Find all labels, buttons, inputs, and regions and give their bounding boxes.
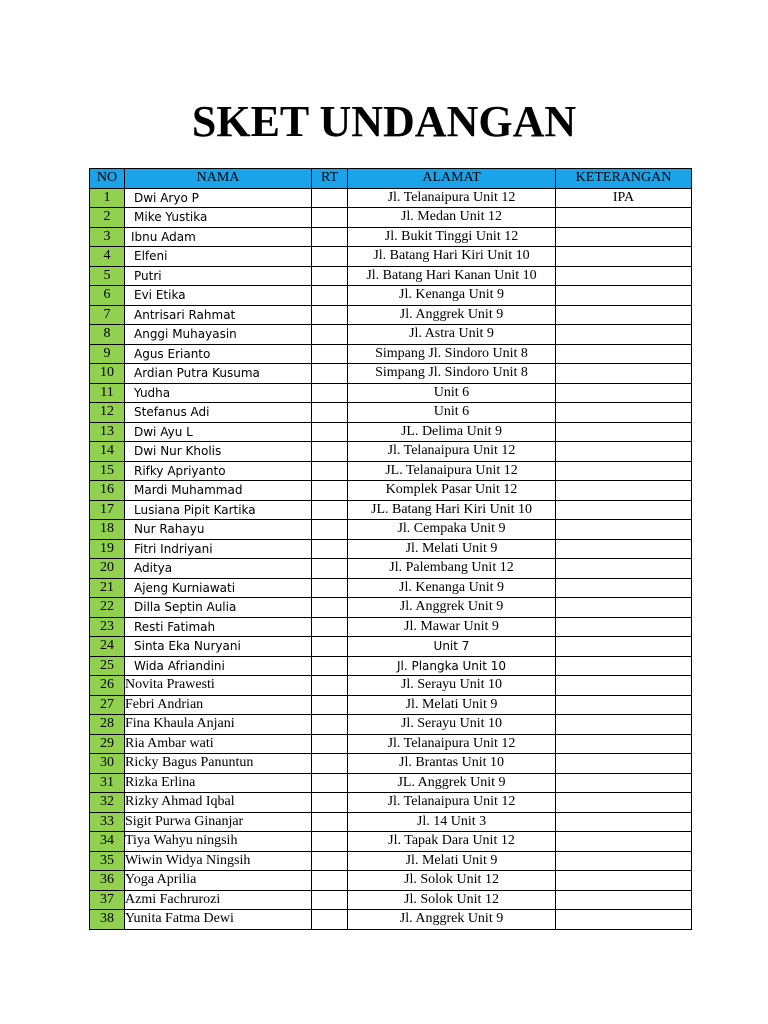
cell-nama: Sigit Purwa Ginanjar — [125, 812, 312, 832]
cell-nama: Febri Andrian — [125, 695, 312, 715]
header-nama: NAMA — [125, 169, 312, 189]
cell-alamat: JL. Telanaipura Unit 12 — [348, 461, 556, 481]
cell-no: 24 — [90, 637, 125, 657]
cell-keterangan — [556, 676, 692, 696]
cell-keterangan — [556, 520, 692, 540]
cell-nama: Dwi Nur Kholis — [125, 442, 312, 462]
cell-rt — [312, 364, 348, 384]
table-row — [90, 364, 692, 384]
table-row — [90, 793, 692, 813]
cell-no: 20 — [90, 559, 125, 579]
cell-alamat: Jl. Cempaka Unit 9 — [348, 520, 556, 540]
cell-keterangan — [556, 578, 692, 598]
cell-rt — [312, 461, 348, 481]
cell-no: 36 — [90, 871, 125, 891]
cell-keterangan — [556, 851, 692, 871]
cell-nama: Rizka Erlina — [125, 773, 312, 793]
cell-keterangan — [556, 208, 692, 228]
cell-nama: Fitri Indriyani — [125, 539, 312, 559]
cell-alamat: Jl. Anggrek Unit 9 — [348, 910, 556, 930]
table-row — [90, 325, 692, 345]
cell-keterangan — [556, 305, 692, 325]
cell-alamat: Jl. Palembang Unit 12 — [348, 559, 556, 579]
cell-nama: Mardi Muhammad — [125, 481, 312, 501]
table-row — [90, 266, 692, 286]
cell-rt — [312, 637, 348, 657]
cell-rt — [312, 598, 348, 618]
cell-rt — [312, 656, 348, 676]
cell-no: 13 — [90, 422, 125, 442]
header-row — [90, 169, 692, 189]
cell-nama: Rifky Apriyanto — [125, 461, 312, 481]
cell-keterangan — [556, 461, 692, 481]
cell-rt — [312, 305, 348, 325]
cell-rt — [312, 539, 348, 559]
cell-no: 2 — [90, 208, 125, 228]
cell-no: 23 — [90, 617, 125, 637]
cell-alamat: Jl. Batang Hari Kiri Unit 10 — [348, 247, 556, 267]
cell-rt — [312, 227, 348, 247]
table-row — [90, 188, 692, 208]
table-row — [90, 773, 692, 793]
cell-nama: Resti Fatimah — [125, 617, 312, 637]
cell-no: 11 — [90, 383, 125, 403]
cell-alamat: Jl. Kenanga Unit 9 — [348, 286, 556, 306]
cell-no: 22 — [90, 598, 125, 618]
cell-no: 8 — [90, 325, 125, 345]
cell-alamat: Jl. Melati Unit 9 — [348, 539, 556, 559]
cell-rt — [312, 344, 348, 364]
cell-alamat: Jl. Astra Unit 9 — [348, 325, 556, 345]
cell-keterangan — [556, 364, 692, 384]
cell-alamat: Jl. Solok Unit 12 — [348, 890, 556, 910]
cell-alamat: Jl. Mawar Unit 9 — [348, 617, 556, 637]
cell-no: 27 — [90, 695, 125, 715]
cell-alamat: Jl. Anggrek Unit 9 — [348, 305, 556, 325]
cell-alamat: Jl. Telanaipura Unit 12 — [348, 734, 556, 754]
cell-keterangan — [556, 617, 692, 637]
cell-no: 9 — [90, 344, 125, 364]
cell-nama: Aditya — [125, 559, 312, 579]
cell-rt — [312, 617, 348, 637]
cell-alamat: Jl. Melati Unit 9 — [348, 851, 556, 871]
cell-no: 5 — [90, 266, 125, 286]
cell-no: 12 — [90, 403, 125, 423]
cell-no: 1 — [90, 188, 125, 208]
cell-no: 19 — [90, 539, 125, 559]
cell-keterangan — [556, 500, 692, 520]
cell-alamat: Jl. Telanaipura Unit 12 — [348, 188, 556, 208]
table-row — [90, 286, 692, 306]
cell-rt — [312, 559, 348, 579]
cell-nama: Anggi Muhayasin — [125, 325, 312, 345]
header-rt: RT — [312, 169, 348, 189]
cell-alamat: Jl. 14 Unit 3 — [348, 812, 556, 832]
cell-nama: Wida Afriandini — [125, 656, 312, 676]
cell-rt — [312, 812, 348, 832]
cell-alamat: Jl. Tapak Dara Unit 12 — [348, 832, 556, 852]
cell-alamat: Jl. Telanaipura Unit 12 — [348, 442, 556, 462]
cell-nama: Lusiana Pipit Kartika — [125, 500, 312, 520]
cell-alamat: Jl. Solok Unit 12 — [348, 871, 556, 891]
cell-keterangan — [556, 227, 692, 247]
table-row — [90, 734, 692, 754]
cell-no: 30 — [90, 754, 125, 774]
cell-rt — [312, 286, 348, 306]
cell-keterangan — [556, 344, 692, 364]
cell-rt — [312, 266, 348, 286]
cell-nama: Fina Khaula Anjani — [125, 715, 312, 735]
header-no: NO — [90, 169, 125, 189]
table-body — [90, 188, 692, 929]
table-row — [90, 851, 692, 871]
cell-nama: Wiwin Widya Ningsih — [125, 851, 312, 871]
cell-rt — [312, 890, 348, 910]
cell-keterangan — [556, 637, 692, 657]
cell-rt — [312, 481, 348, 501]
cell-keterangan — [556, 247, 692, 267]
cell-rt — [312, 247, 348, 267]
cell-keterangan — [556, 734, 692, 754]
cell-keterangan — [556, 383, 692, 403]
cell-no: 14 — [90, 442, 125, 462]
table-row — [90, 578, 692, 598]
cell-alamat: Komplek Pasar Unit 12 — [348, 481, 556, 501]
cell-alamat: Jl. Batang Hari Kanan Unit 10 — [348, 266, 556, 286]
cell-no: 29 — [90, 734, 125, 754]
cell-no: 10 — [90, 364, 125, 384]
table-row — [90, 481, 692, 501]
cell-nama: Ardian Putra Kusuma — [125, 364, 312, 384]
cell-no: 26 — [90, 676, 125, 696]
cell-nama: Evi Etika — [125, 286, 312, 306]
cell-keterangan — [556, 793, 692, 813]
cell-rt — [312, 500, 348, 520]
cell-no: 37 — [90, 890, 125, 910]
cell-nama: Yoga Aprilia — [125, 871, 312, 891]
cell-alamat: Simpang Jl. Sindoro Unit 8 — [348, 364, 556, 384]
cell-alamat: JL. Batang Hari Kiri Unit 10 — [348, 500, 556, 520]
cell-alamat: JL. Delima Unit 9 — [348, 422, 556, 442]
cell-no: 25 — [90, 656, 125, 676]
cell-nama: Nur Rahayu — [125, 520, 312, 540]
cell-alamat: Unit 6 — [348, 383, 556, 403]
table-row — [90, 754, 692, 774]
cell-alamat: Unit 6 — [348, 403, 556, 423]
table-row — [90, 871, 692, 891]
cell-nama: Antrisari Rahmat — [125, 305, 312, 325]
cell-rt — [312, 208, 348, 228]
cell-alamat: Jl. Anggrek Unit 9 — [348, 598, 556, 618]
table-row — [90, 422, 692, 442]
cell-keterangan — [556, 890, 692, 910]
table-row — [90, 403, 692, 423]
cell-keterangan — [556, 559, 692, 579]
cell-nama: Stefanus Adi — [125, 403, 312, 423]
cell-keterangan: IPA — [556, 188, 692, 208]
cell-keterangan — [556, 403, 692, 423]
cell-alamat: Jl. Plangka Unit 10 — [348, 656, 556, 676]
cell-alamat: Jl. Serayu Unit 10 — [348, 676, 556, 696]
cell-nama: Agus Erianto — [125, 344, 312, 364]
cell-nama: Putri — [125, 266, 312, 286]
table-row — [90, 910, 692, 930]
table-row — [90, 559, 692, 579]
cell-rt — [312, 910, 348, 930]
cell-keterangan — [556, 832, 692, 852]
cell-no: 33 — [90, 812, 125, 832]
cell-rt — [312, 578, 348, 598]
cell-rt — [312, 383, 348, 403]
cell-rt — [312, 676, 348, 696]
cell-no: 38 — [90, 910, 125, 930]
table-row — [90, 812, 692, 832]
cell-keterangan — [556, 754, 692, 774]
table-row — [90, 520, 692, 540]
cell-nama: Tiya Wahyu ningsih — [125, 832, 312, 852]
cell-rt — [312, 734, 348, 754]
cell-nama: Yunita Fatma Dewi — [125, 910, 312, 930]
cell-nama: Azmi Fachrurozi — [125, 890, 312, 910]
cell-keterangan — [556, 266, 692, 286]
table-row — [90, 715, 692, 735]
cell-no: 31 — [90, 773, 125, 793]
header-keterangan: KETERANGAN — [556, 169, 692, 189]
cell-keterangan — [556, 910, 692, 930]
table-header — [90, 169, 692, 189]
cell-nama: Ajeng Kurniawati — [125, 578, 312, 598]
cell-nama: Dwi Ayu L — [125, 422, 312, 442]
cell-keterangan — [556, 695, 692, 715]
cell-no: 15 — [90, 461, 125, 481]
cell-rt — [312, 695, 348, 715]
cell-keterangan — [556, 715, 692, 735]
table-row — [90, 344, 692, 364]
table-row — [90, 227, 692, 247]
cell-no: 34 — [90, 832, 125, 852]
table-row — [90, 208, 692, 228]
cell-alamat: Jl. Melati Unit 9 — [348, 695, 556, 715]
table-row — [90, 832, 692, 852]
cell-no: 16 — [90, 481, 125, 501]
table-row — [90, 461, 692, 481]
table-row — [90, 676, 692, 696]
cell-no: 32 — [90, 793, 125, 813]
cell-rt — [312, 442, 348, 462]
table-row — [90, 247, 692, 267]
cell-nama: Sinta Eka Nuryani — [125, 637, 312, 657]
table-row — [90, 617, 692, 637]
cell-keterangan — [556, 286, 692, 306]
table-row — [90, 383, 692, 403]
cell-alamat: Simpang Jl. Sindoro Unit 8 — [348, 344, 556, 364]
cell-keterangan — [556, 812, 692, 832]
cell-nama: Elfeni — [125, 247, 312, 267]
cell-nama: Yudha — [125, 383, 312, 403]
cell-keterangan — [556, 481, 692, 501]
cell-nama: Mike Yustika — [125, 208, 312, 228]
cell-keterangan — [556, 325, 692, 345]
table-row — [90, 890, 692, 910]
cell-no: 21 — [90, 578, 125, 598]
cell-keterangan — [556, 656, 692, 676]
cell-rt — [312, 832, 348, 852]
cell-alamat: JL. Anggrek Unit 9 — [348, 773, 556, 793]
header-alamat: ALAMAT — [348, 169, 556, 189]
cell-no: 7 — [90, 305, 125, 325]
table-row — [90, 500, 692, 520]
cell-keterangan — [556, 539, 692, 559]
cell-no: 18 — [90, 520, 125, 540]
table-row — [90, 539, 692, 559]
cell-nama: Rizky Ahmad Iqbal — [125, 793, 312, 813]
table-row — [90, 442, 692, 462]
cell-rt — [312, 422, 348, 442]
guest-table — [89, 168, 692, 930]
cell-rt — [312, 754, 348, 774]
cell-alamat: Unit 7 — [348, 637, 556, 657]
cell-nama: Dilla Septin Aulia — [125, 598, 312, 618]
cell-nama: Ricky Bagus Panuntun — [125, 754, 312, 774]
table-row — [90, 598, 692, 618]
cell-nama: Ibnu Adam — [125, 227, 312, 247]
table-row — [90, 637, 692, 657]
table-row — [90, 695, 692, 715]
cell-rt — [312, 325, 348, 345]
cell-rt — [312, 715, 348, 735]
cell-alamat: Jl. Telanaipura Unit 12 — [348, 793, 556, 813]
cell-keterangan — [556, 773, 692, 793]
cell-nama: Ria Ambar wati — [125, 734, 312, 754]
cell-alamat: Jl. Serayu Unit 10 — [348, 715, 556, 735]
cell-keterangan — [556, 598, 692, 618]
cell-rt — [312, 793, 348, 813]
cell-no: 4 — [90, 247, 125, 267]
table-row — [90, 656, 692, 676]
cell-keterangan — [556, 442, 692, 462]
cell-no: 35 — [90, 851, 125, 871]
cell-alamat: Jl. Medan Unit 12 — [348, 208, 556, 228]
cell-alamat: Jl. Brantas Unit 10 — [348, 754, 556, 774]
table-row — [90, 305, 692, 325]
cell-rt — [312, 403, 348, 423]
cell-keterangan — [556, 871, 692, 891]
cell-no: 28 — [90, 715, 125, 735]
cell-rt — [312, 188, 348, 208]
cell-rt — [312, 520, 348, 540]
cell-alamat: Jl. Kenanga Unit 9 — [348, 578, 556, 598]
cell-rt — [312, 773, 348, 793]
cell-rt — [312, 851, 348, 871]
cell-nama: Dwi Aryo P — [125, 188, 312, 208]
cell-rt — [312, 871, 348, 891]
cell-no: 3 — [90, 227, 125, 247]
cell-keterangan — [556, 422, 692, 442]
cell-no: 17 — [90, 500, 125, 520]
page-title: SKET UNDANGAN — [191, 97, 577, 146]
cell-nama: Novita Prawesti — [125, 676, 312, 696]
cell-alamat: Jl. Bukit Tinggi Unit 12 — [348, 227, 556, 247]
cell-no: 6 — [90, 286, 125, 306]
